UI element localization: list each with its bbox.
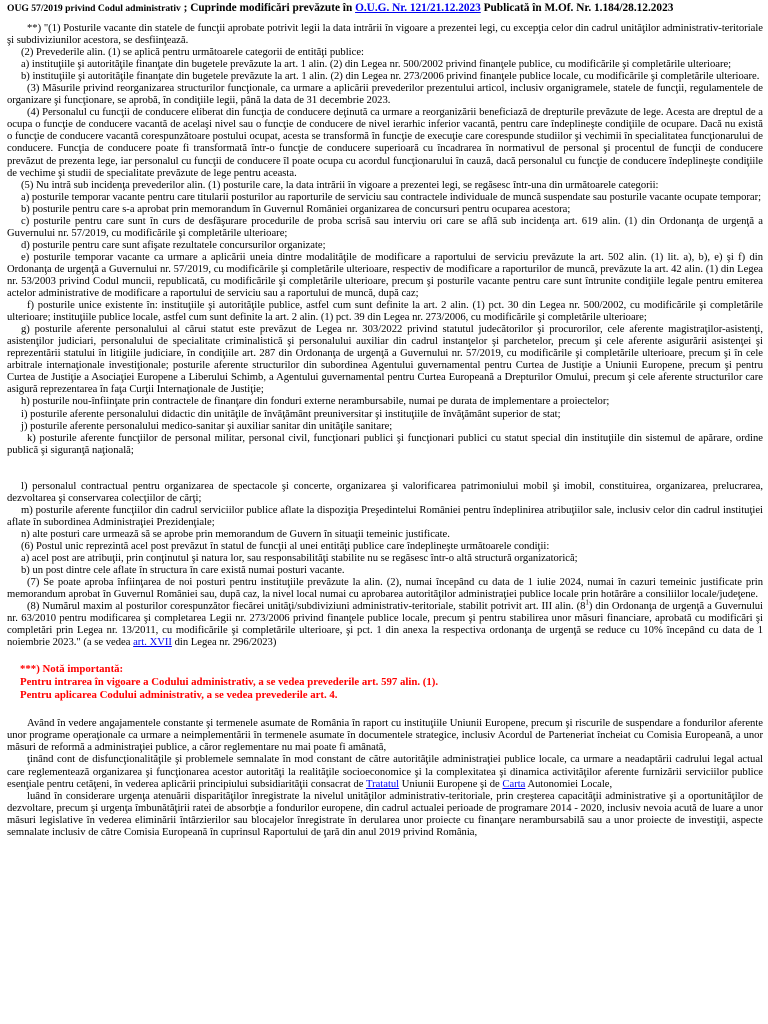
para-2b: b) instituţiile şi autorităţile finanţate din bugetele prevăzute la art. 1 alin. (2) din Legea nr. 273/2006 privind finanţele publice locale, cu modificările şi completările ulterioare. <box>21 71 760 83</box>
para-6a: a) acel post are atribuţii, prin conţinutul şi natura lor, sau responsabilităţi stabilite nu se regăsesc într-o altă structură organizatorică; <box>21 552 578 564</box>
preamble-2-text-a: ţinând cont de disfuncţionalităţile şi problemele semnalate în mod constant de către autorităţile administraţiei publice locale, ca urmare a neadaptării cadrului legal actual care reglementează organizarea şi funcţionarea acestor autorităţi la realităţile socioeconomice şi la complexitatea şi dinamica activităţilor aferente furnizării serviciilor publice esenţiale pentru cetăţeni, în vederea aplicării principiului subsidiarităţii consacrat de <box>7 754 763 790</box>
oug-121-link[interactable]: O.U.G. Nr. 121/21.12.2023 <box>355 2 481 14</box>
publication-info: Publicată în M.Of. Nr. 1.184/28.12.2023 <box>483 2 674 14</box>
para-5h: h) posturile nou-înfiinţate prin contractele de finanţare din fonduri externe nerambursabile, numai pe durata de implementare a proiectelor; <box>21 396 610 408</box>
para-5b: b) posturile pentru care s-a aprobat prin memorandum în Guvernul României organizarea de concursuri pentru ocuparea acestora; <box>21 203 571 215</box>
para-4: (4) Personalul cu funcţii de conducere eliberat din funcţia de conducere deţinută ca urmare a reorganizării beneficiază de drepturile prevăzute de lege. Acesta are dreptul de a ocupa o funcţie de conducere vacantă de acelaşi nivel sau o funcţie de conducere de nivel ierarhic inferior vacantă, pentru care îndeplineşte condiţiile de ocupare. Dacă nu există o funcţie de conducere vacantă corespunzătoare postului ocupat, acesta se transformă în funcţie de execuţie care corespunde studiilor şi vechimii în specialitatea funcţionarului de conducere. Funcţia de conducere poate fi transformată într-o funcţie de conducere superioară cu încadrarea în normativul de personal şi procentul de funcţii de conducere prevăzut de prezenta lege, iar personalul cu funcţii de conducere îl poate ocupa cu acordul funcţionarului în cauză, dacă personalul cu funcţie de conducere îndeplineşte condiţiile de vechime şi studii de specialitate prevăzute de lege pentru aceasta. <box>7 107 763 179</box>
header-title: Cuprinde modificări prevăzute în <box>190 2 353 14</box>
preamble-2-text-b: Uniunii Europene şi de <box>399 778 503 790</box>
para-3: (3) Măsurile privind reorganizarea structurilor funcţionale, ca urmare a aplicării prevederilor prezentului articol, inclusiv organigramele, statele de funcţii, regulamentele de organizare şi funcţionare, se aprobă, în condiţiile legii, până la data de 31 decembrie 2023. <box>7 83 763 107</box>
para-5k: k) posturile aferente funcţiilor de personal militar, personal civil, funcţionari publici şi funcţionari publici cu statut special din instituţiile din sistemul de apărare, ordine publică şi siguranţă naţională; <box>7 432 763 456</box>
para-5n: n) alte posturi care urmează să se aprobe prin memorandum de Guvern în situaţii temeinic justificate. <box>21 528 450 540</box>
document-header <box>7 2 763 15</box>
art-xvii-link[interactable]: art. XVII <box>133 637 172 649</box>
para-5a: a) posturile temporar vacante pentru care titularii posturilor au raporturile de serviciu sau contractele individuale de muncă suspendate sau posturile vacante ocupate temporar; <box>21 191 762 203</box>
para-5i: i) posturile aferente personalului didactic din unităţile de învăţământ preuniversitar şi instituţiile de învăţământ superior de stat; <box>21 408 561 420</box>
para-7: (7) Se poate aproba înfiinţarea de noi posturi pentru instituţiile prevăzute la alin. (2), numai începând cu data de 1 iulie 2024, numai în cazuri temeinic justificate prin memorandum aprobat în Guvernul României sau, după caz, la nivel local numai cu aprobarea autorităţilor administraţiei publice locale prin hotărâre a consiliilor locale/judeţene. <box>7 577 763 601</box>
preamble-3: luând în considerare urgenţa atenuării disparităţilor înregistrate la nivelul unităţilor administrativ-teritoriale, prin creşterea capacităţii administrative şi a oportunităţilor de dezvoltare, precum şi urgenţa îmbunătăţirii ratei de absorbţie a fondurilor europene, din cadrul actualei perioade de programare 2014 - 2020, inclusiv nevoia acută de luare a unor măsuri legislative în vederea eliminării întârzierilor sau blocajelor înregistrate în derularea unor proiecte cu finanţare nerambursabilă sau a unor proiecte de investiţii, aspecte semnalate inclusiv de către Comisia Europeană în cuprinsul Raportului de ţară din anul 2019 privind România, <box>7 790 763 838</box>
para-5f: f) posturile unice existente în: instituţiile şi autorităţile publice, astfel cum sunt definite la art. 2 alin. (1) pct. 30 din Legea nr. 500/2002, cu modificările şi completările ulterioare; instituţiile publice locale, astfel cum sunt definite la art. 2 alin. (1) pct. 39 din Legea nr. 273/2006, cu modificările şi completările ulterioare; <box>7 300 763 324</box>
para-5g: g) posturile aferente personalului al cărui statut este prevăzut de Legea nr. 303/2022 privind statutul judecătorilor şi procurorilor, cele aferente magistraţilor-asistenţi, asistenţilor judiciari, personalului de specialitate criminalistică şi personalului auxiliar din cadrul instanţelor şi parchetelor, precum şi cele aferente asigurării asistenţei şi reprezentării statului în litigiile judiciare, în condiţiile art. 287 din Ordonanţa de urgenţă a Guvernului nr. 57/2019, cu modificările şi completările ulterioare, precum şi în cele arbitrale internaţionale investiţionale; posturile aferente structurilor din subordinea Agentului guvernamental pentru Curtea de Justiţie a Uniunii Europene, precum şi pentru Curtea de Justiţie a Asociaţiei Europene a Liberului Schimb, a Agentului guvernamental pentru Curtea Europeană a Drepturilor Omului, precum şi cele aferente structurilor care asigură reprezentarea în faţa Curţii Internaţionale de Justiţie; <box>7 324 763 396</box>
preamble-2-text-c: Autonomiei Locale, <box>525 778 613 790</box>
important-note <box>20 663 763 702</box>
para-8-text-c: din Legea nr. 296/2023) <box>171 637 277 649</box>
document-page <box>7 0 763 839</box>
para-2: (2) Prevederile alin. (1) se aplică pentru următoarele categorii de entităţi publice: <box>21 47 364 59</box>
para-5j: j) posturile aferente personalului medico-sanitar şi auxiliar sanitar din unităţile sanitare; <box>21 420 393 432</box>
para-5m: m) posturile aferente funcţiilor din cadrul serviciilor publice aflate la dispoziţia Preşedintelui României pentru îndeplinirea atribuţiilor sale, inclusiv celor din cadrul instituţiei aflate în subordinea Administraţiei Prezidenţiale; <box>7 504 763 528</box>
para-5: (5) Nu intră sub incidenţa prevederilor alin. (1) posturile care, la data intrării în vigoare a prezentei legi, se regăsesc într-una din următoarele categorii: <box>21 179 659 191</box>
preamble-1: Având în vedere angajamentele constante şi termenele asumate de România în raport cu instituţiile Uniunii Europene, precum şi riscurile de suspendare a fondurilor aferente unor programe operaţionale ca urmare a neimplementării în termenele asumate în documentele strategice, inclusiv Acordul de Parteneriat încheiat cu Comisia Europeană, a unor măsuri de reformă a administraţiei publice, a căror reglementare nu mai poate fi amânată, <box>7 718 763 754</box>
note-line-1: Pentru intrarea în vigoare a Codului administrativ, a se vedea prevederile art. 597 alin. (1). <box>20 676 439 689</box>
preamble-2 <box>7 754 763 790</box>
para-8-superscript: 1 <box>585 598 589 607</box>
para-6: (6) Postul unic reprezintă acel post prevăzut în statul de funcţii al unei entităţi publice care îndeplineşte următoarele condiţii: <box>21 540 550 552</box>
para-8-text-a: (8) Numărul maxim al posturilor corespunzător fiecărei unităţi/subdiviziuni administrativ-teritoriale, stabilit potrivit art. III alin. (8 <box>27 601 586 613</box>
para-5e: e) posturile temporar vacante ca urmare a aplicării uneia dintre modalităţile de modificare a raportului de serviciu prevăzute la art. 502 alin. (1) lit. a), b), e) şi f) din Ordonanţa de urgenţă a Guvernului nr. 57/2019, cu modificările şi completările ulterioare, respectiv de modificare a raporturilor de muncă, prevăzute la art. 42 alin. (1) din Legea nr. 53/2003 privind Codul muncii, republicată, cu modificările şi completările ulterioare, precum şi posturile vacante pentru care sunt întrunite condiţiile legale pentru emiterea actelor administrative de modificare a raportului de serviciu sau a raportului de muncă, după caz; <box>7 251 763 300</box>
para-8 <box>7 598 764 649</box>
para-6b: b) un post dintre cele aflate în structura în care există numai posturi vacante. <box>21 565 345 577</box>
note-title: ***) Notă importantă: <box>20 663 124 676</box>
note-line-2: Pentru aplicarea Codului administrativ, a se vedea prevederile art. 4. <box>20 689 338 702</box>
act-title: OUG 57/2019 privind Codul administrativ <box>7 3 181 14</box>
header-separator: ; <box>180 2 191 14</box>
carta-link[interactable]: Carta <box>502 778 526 790</box>
para-1: **) "(1) Posturile vacante din statele de funcţii aprobate potrivit legii la data intrării în vigoare a prezentei legi, cu excepţia celor din cadrul unităţilor administrativ-teritoriale şi subdiviziunilor acestora, se desfiinţează. <box>7 23 763 47</box>
para-5d: d) posturile pentru care sunt afişate rezultatele concursurilor organizate; <box>21 239 326 251</box>
para-5l: l) personalul contractual pentru organizarea de spectacole şi concerte, organizarea şi valorificarea patrimoniului mobil şi imobil, constituirea, organizarea, prelucrarea, dezvoltarea şi conservarea colecţiilor de cărţi; <box>7 480 763 504</box>
para-5c: c) posturile pentru care sunt în curs de desfăşurare procedurile de proba scrisă sau interviu ori care se află sub incidenţa art. 619 alin. (1) din Ordonanţa de urgenţă a Guvernului nr. 57/2019, cu modificările şi completările ulterioare; <box>7 215 763 239</box>
para-8-text-b: ) din Ordonanţa de urgenţă a Guvernului nr. 63/2010 pentru modificarea şi completarea Legii nr. 273/2006 privind finanţele publice locale, precum şi pentru stabilirea unor măsuri financiare, aprobată cu modificări şi completări prin Legea nr. 13/2011, cu modificările şi completările ulterioare, şi pct. 1 din anexa la respectiva ordonanţa de urgenţă se reduce cu 10% începând cu data de 1 noiembrie 2023." (a se vedea <box>7 601 764 649</box>
tratatul-link[interactable]: Tratatul <box>365 778 400 790</box>
para-2a: a) instituţiile şi autorităţile finanţate din bugetele prevăzute la art. 1 alin. (2) din Legea nr. 500/2002 privind finanţele publice, cu modificările şi completările ulterioare; <box>21 59 732 71</box>
